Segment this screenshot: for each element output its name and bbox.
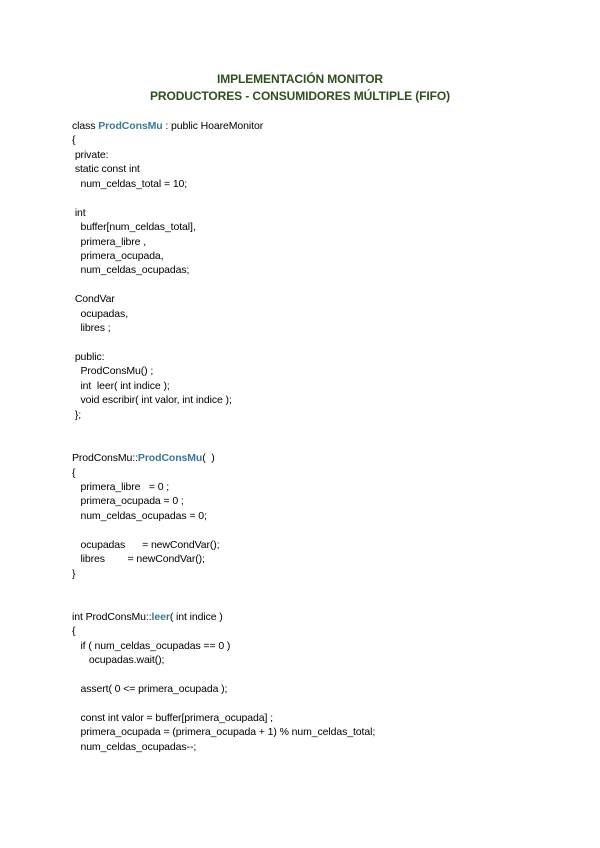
code-text: void escribir( int valor, int indice ); [72, 394, 232, 407]
code-text: ProdConsMu:: [72, 452, 138, 465]
code-line [72, 668, 375, 682]
code-line [72, 249, 375, 263]
code-identifier-highlight: ProdConsMu [98, 120, 163, 132]
code-line [72, 422, 375, 436]
code-line [72, 408, 375, 422]
code-line [72, 523, 375, 537]
code-text: } [72, 567, 76, 580]
code-text: static const int [72, 163, 140, 176]
code-listing [72, 119, 375, 754]
code-text: primera_libre , [72, 235, 147, 248]
code-line [72, 437, 375, 451]
code-text: CondVar [72, 293, 115, 306]
code-line [72, 162, 375, 176]
code-text: : public HoareMonitor [162, 120, 264, 132]
code-line [72, 697, 375, 711]
code-text: num_celdas_ocupadas = 0; [72, 509, 207, 522]
document-title: IMPLEMENTACIÓN MONITOR [216, 72, 384, 86]
code-text: num_celdas_ocupadas; [72, 264, 190, 277]
code-line [72, 292, 375, 306]
code-line [72, 307, 375, 321]
code-line [72, 639, 375, 653]
code-text: const int valor = buffer[primera_ocupada] ; [72, 711, 273, 724]
code-line [72, 393, 375, 407]
code-text: class [72, 120, 99, 132]
code-text: ocupadas = newCondVar(); [72, 538, 220, 551]
code-text: primera_libre = 0 ; [72, 480, 170, 493]
code-line [72, 624, 375, 638]
code-line [72, 610, 375, 624]
code-line [72, 263, 375, 277]
code-line [72, 494, 375, 508]
code-line [72, 379, 375, 393]
code-line [72, 567, 375, 581]
code-line [72, 581, 375, 595]
document-subtitle: PRODUCTORES - CONSUMIDORES MÚLTIPLE (FIFO) [149, 89, 451, 103]
code-line [72, 278, 375, 292]
code-text: int ProdConsMu:: [72, 610, 152, 623]
code-text: libres = newCondVar(); [72, 553, 205, 566]
code-text: public: [72, 351, 105, 363]
code-text: ocupadas, [72, 307, 129, 320]
code-identifier-highlight: ProdConsMu [137, 452, 203, 465]
code-text: libres ; [72, 322, 111, 335]
code-line [72, 466, 375, 480]
code-line [72, 711, 375, 725]
code-line [72, 336, 375, 350]
code-text: num_celdas_total = 10; [72, 177, 188, 190]
code-line [72, 119, 375, 133]
code-text: primera_ocupada = (primera_ocupada + 1) % num_celdas_total; [72, 726, 376, 739]
code-text: ProdConsMu() ; [72, 365, 154, 378]
code-line [72, 191, 375, 205]
code-text: { [72, 134, 76, 147]
code-text: assert( 0 <= primera_ocupada ); [72, 683, 228, 696]
code-line [72, 364, 375, 378]
code-line [72, 220, 375, 234]
code-text: primera_ocupada, [72, 249, 164, 262]
code-line [72, 682, 375, 696]
code-text: ocupadas.wait(); [72, 654, 165, 667]
code-line [72, 350, 375, 364]
code-line [72, 235, 375, 249]
code-text: { [72, 625, 76, 638]
code-identifier-highlight: leer [151, 610, 170, 623]
code-line [72, 725, 375, 739]
code-text: ( int indice ) [169, 610, 223, 623]
code-text: int [72, 206, 86, 219]
code-text: num_celdas_ocupadas--; [72, 740, 197, 753]
code-text: buffer[num_celdas_total], [72, 221, 196, 234]
code-line [72, 177, 375, 191]
code-line [72, 321, 375, 335]
code-line [72, 538, 375, 552]
code-line [72, 480, 375, 494]
code-text: if ( num_celdas_ocupadas == 0 ) [72, 639, 231, 652]
code-line [72, 595, 375, 609]
code-text: ( ) [202, 452, 215, 465]
code-line [72, 509, 375, 523]
code-line [72, 552, 375, 566]
code-line [72, 451, 375, 465]
code-text: primera_ocupada = 0 ; [72, 495, 184, 508]
code-text: }; [72, 408, 82, 421]
code-text: private: [72, 148, 109, 161]
code-text: { [72, 466, 76, 479]
code-line [72, 653, 375, 667]
code-line [72, 740, 375, 754]
code-line [72, 133, 375, 147]
code-line [72, 206, 375, 220]
code-line [72, 148, 375, 162]
code-text: int leer( int indice ); [72, 379, 170, 392]
